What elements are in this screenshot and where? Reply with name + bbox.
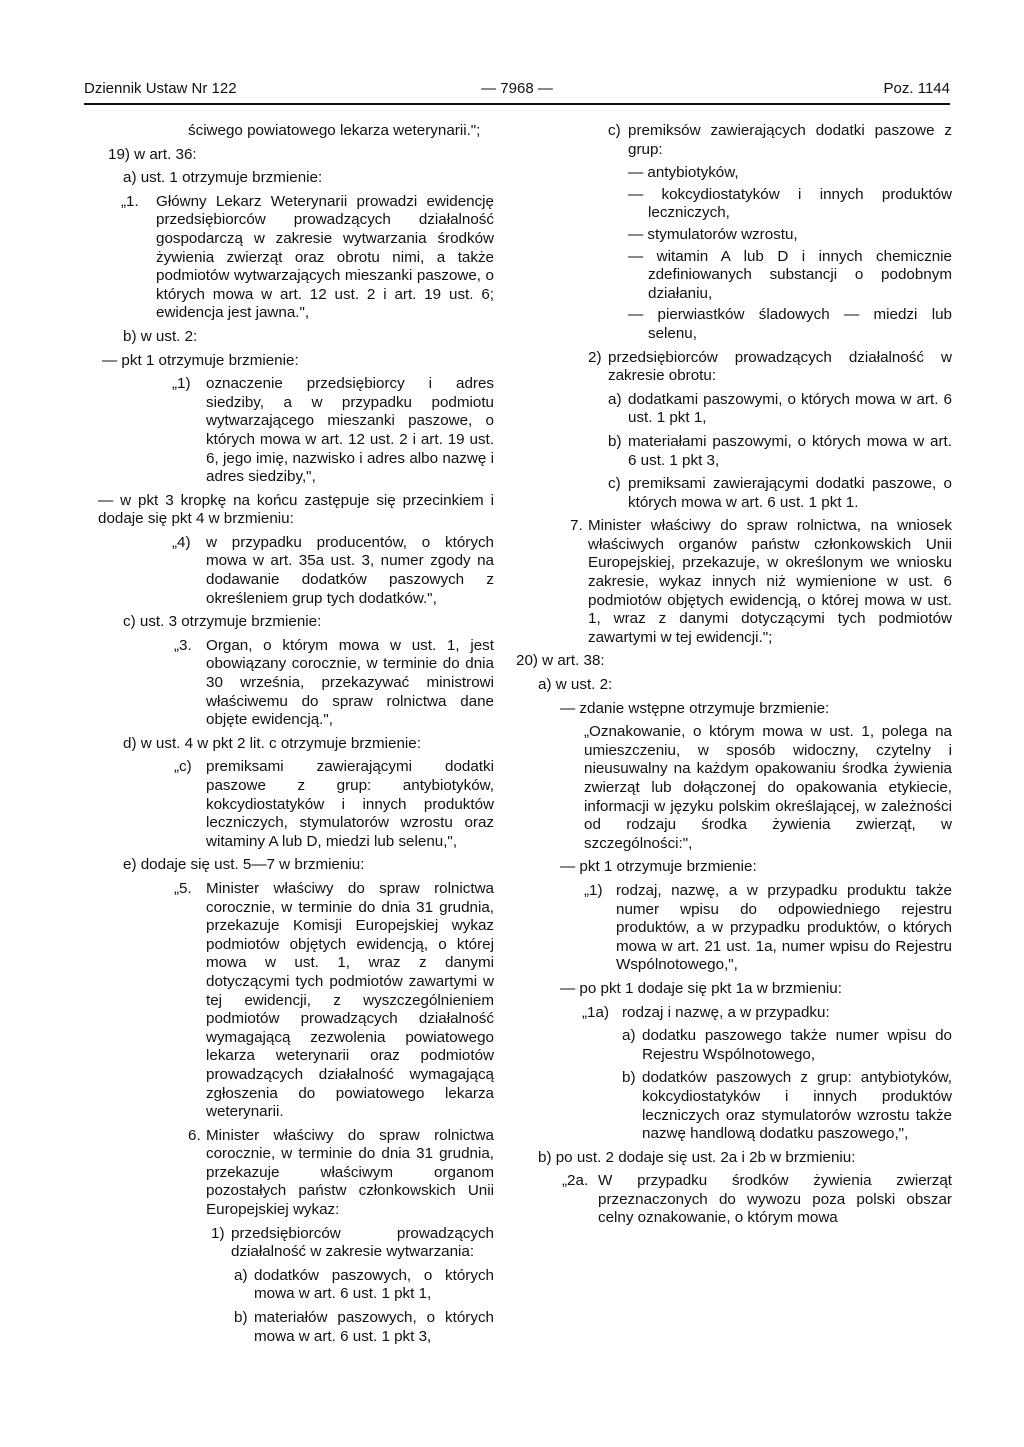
a38-pkt1-label: „1) — [584, 881, 603, 899]
ust7-label: 7. — [570, 517, 583, 535]
ust2a-body: W przypadku środków żywienia zwierząt przeznaczonych do wywozu poza polski obszar celny oznakowanie, o którym mowa — [598, 1172, 952, 1227]
dash-pierwiastki: — pierwiastków śladowych — miedzi lub selenu, — [628, 306, 952, 342]
b38-intro: b) po ust. 2 dodaje się ust. 2a i 2b w brzmieniu: — [538, 1148, 856, 1166]
ust6-pkt1a-label: a) — [234, 1266, 248, 1284]
pkt4-body: w przypadku producentów, o których mowa w art. 35a ust. 3, numer zgody na dodawanie dodatków paszowych z określeniem grup tych dodatków.", — [206, 533, 494, 607]
dash-kokcydiostatyki: — kokcydiostatyków i innych produktów leczniczych, — [628, 185, 952, 222]
page-number: — 7968 — — [481, 80, 553, 97]
ust6-pkt1a-text — [234, 1266, 494, 1304]
ust1-label: „1. — [121, 192, 139, 210]
a38-dash3: — po pkt 1 dodaje się pkt 1a w brzmieniu: — [560, 979, 842, 997]
pkt2c-text — [608, 475, 952, 512]
d-intro: d) w ust. 4 w pkt 2 lit. c otrzymuje brzmienie: — [123, 734, 421, 752]
pkt4-label: „4) — [172, 533, 191, 551]
dash-antybiotyki: — antybiotyków, — [628, 164, 739, 182]
a-intro: a) ust. 1 otrzymuje brzmienie: — [123, 169, 323, 187]
continuation-text: ściwego powiatowego lekarza weterynarii."; — [188, 122, 481, 139]
art38-heading: 20) w art. 38: — [516, 652, 605, 670]
a38-dash1: — zdanie wstępne otrzymuje brzmienie: — [560, 699, 830, 717]
pkt1a-a-label: a) — [622, 1027, 636, 1045]
pkt2a-text — [608, 390, 952, 428]
ust5-text — [174, 879, 494, 1122]
intro-sentence-text: „Oznakowanie, o którym mowa w ust. 1, polega na umieszczeniu, w sposób widoczny, czytelny i nieusuwalny na każdym opakowaniu środka żywienia zwierząt lub dołączonej do opakowania etykiecie, informacji w języku polskim określającej, w zależności od rodzaju środka żywienia zwierząt, w szczególności:", — [584, 723, 952, 852]
lit-c-text — [174, 758, 494, 851]
pkt2b-body: materiałami paszowymi, o których mowa w art. 6 ust. 1 pkt 3, — [628, 432, 952, 469]
pkt2b-text — [608, 432, 952, 470]
ust1-text — [121, 192, 494, 323]
pkt1a-body: rodzaj i nazwę, a w przypadku: — [622, 1003, 830, 1021]
pkt2c-label: c) — [608, 475, 621, 493]
ust6-pkt1b-body: materiałów paszowych, o których mowa w art. 6 ust. 1 pkt 3, — [254, 1309, 494, 1345]
premiksy-text — [608, 122, 952, 159]
pkt2a-label: a) — [608, 390, 622, 408]
pkt1-label: „1) — [172, 375, 191, 393]
ust6-pkt1b-text — [234, 1309, 494, 1346]
ust6-label: 6. — [188, 1126, 201, 1144]
ust6-pkt1-label: 1) — [211, 1224, 225, 1242]
ust6-pkt1-body: przedsiębiorców prowadzących działalność w zakresie wytwarzania: — [231, 1224, 494, 1261]
b-dash2: — w pkt 3 kropkę na końcu zastępuje się przecinkiem i dodaje się pkt 4 w brzmieniu: — [98, 491, 494, 528]
ust2a-label: „2a. — [562, 1172, 589, 1190]
ust3-text — [174, 636, 494, 730]
journal-title: Dziennik Ustaw Nr 122 — [84, 80, 237, 97]
pkt1a-b-label: b) — [622, 1069, 636, 1087]
pkt1a-b-text — [622, 1069, 952, 1143]
dash-witaminy: — witamin A lub D i innych chemicznie zdefiniowanych substancji o podobnym działaniu, — [628, 247, 952, 302]
ust5-label: „5. — [174, 879, 192, 897]
ust3-body: Organ, o którym mowa w ust. 1, jest obowiązany corocznie, w terminie do dnia 30 września, przekazywać ministrowi właściwemu do spraw rolnictwa dane objęte ewidencją.", — [206, 636, 494, 729]
pkt1a-label: „1a) — [582, 1003, 610, 1021]
ust6-pkt1a-body: dodatków paszowych, o których mowa w art. 6 ust. 1 pkt 1, — [254, 1266, 494, 1303]
premiksy-label: c) — [608, 122, 621, 139]
pkt1a-a-text — [622, 1027, 952, 1064]
a38-intro: a) w ust. 2: — [538, 676, 613, 694]
pkt1a-b-body: dodatków paszowych z grup: antybiotyków, kokcydiostatyków i innych produktów leczniczych oraz stymulatorów wzrostu także nazwę handlową dodatku paszowego,", — [642, 1069, 952, 1143]
pkt2b-label: b) — [608, 432, 622, 450]
dash-stymulatory: — stymulatorów wzrostu, — [628, 225, 798, 243]
ust6-pkt1b-label: b) — [234, 1309, 248, 1327]
e-intro: e) dodaje się ust. 5—7 w brzmieniu: — [123, 856, 365, 874]
ust7-text — [570, 517, 952, 647]
pkt2c-body: premiksami zawierającymi dodatki paszowe, o których mowa w art. 6 ust. 1 pkt 1. — [628, 475, 952, 511]
header-rule — [84, 103, 950, 105]
a38-pkt1-body: rodzaj, nazwę, a w przypadku produktu także numer wpisu do odpowiedniego rejestru produktów, a w przypadku produktów, o których mowa w art. 21 ust. 1a, numer wpisu do Rejestru Wspólnotowego,", — [616, 881, 952, 974]
pkt2-body: przedsiębiorców prowadzących działalność w zakresie obrotu: — [608, 348, 952, 385]
ust2a-text — [562, 1172, 952, 1228]
pkt1a-a-body: dodatku paszowego także numer wpisu do Rejestru Wspólnotowego, — [642, 1027, 952, 1063]
lit-c-label: „c) — [174, 758, 192, 776]
b-dash1: — pkt 1 otrzymuje brzmienie: — [102, 351, 299, 369]
ust6-text — [188, 1126, 494, 1220]
pkt1a-text — [582, 1003, 952, 1023]
pkt1-body: oznaczenie przedsiębiorcy i adres siedziby, a w przypadku podmiotu wytwarzającego mieszanki paszowe, o których mowa w art. 12 ust. 2 i art. 19 ust. 6, jego imię, nazwisko i adres albo nazwę i adres siedziby,", — [206, 375, 494, 486]
a38-pkt1-text — [584, 881, 952, 975]
left-column — [84, 122, 494, 1351]
ust6-body: Minister właściwy do spraw rolnictwa corocznie, w terminie do dnia 31 grudnia, przekazuje właściwym organom pozostałych państw członkowskich Unii Europejskiej wykaz: — [206, 1126, 494, 1219]
position-number: Poz. 1144 — [883, 80, 950, 97]
pkt2-text — [588, 348, 952, 386]
pkt2a-body: dodatkami paszowymi, o których mowa w art. 6 ust. 1 pkt 1, — [628, 390, 952, 427]
ust3-label: „3. — [174, 636, 192, 654]
ust7-body: Minister właściwy do spraw rolnictwa, na wniosek właściwych organów państw członkowskich Unii Europejskiej, przekazuje, w określonym we wniosku zakresie, wykaz innych niż wymienione w ust. 6 podmiotów objętych ewidencją, o której mowa w ust. 1, wraz z danymi dotyczącymi tych podmiotów zawartymi w tej ewidencji."; — [588, 517, 952, 646]
lit-c-body: premiksami zawierającymi dodatki paszowe z grup: antybiotyków, kokcydiostatyków i innych produktów leczniczych, stymulatorów wzrostu oraz witaminy A lub D, miedzi lub selenu,", — [206, 758, 494, 850]
ust1-body: Główny Lekarz Weterynarii prowadzi ewidencję przedsiębiorców prowadzących działalność gospodarczą w zakresie wytwarzania środków żywienia zwierząt oraz obrotu nimi, a także podmiotów wytwarzających mieszanki paszowe, o których mowa w art. 12 ust. 2 i art. 19 ust. 6; ewidencja jest jawna.", — [156, 192, 494, 322]
ust5-body: Minister właściwy do spraw rolnictwa corocznie, w terminie do dnia 31 grudnia, przekazuje Komisji Europejskiej wykaz podmiotów objętych ewidencją, o której mowa w ust. 1, wraz z danymi dotyczącymi tych podmiotów zawartymi w tej ewidencji, z wyszczególnieniem podmiotów prowadzących działalność wymagającą zezwolenia powiatowego lekarza weterynarii oraz podmiotów prowadzących działalność wymagającą zgłoszenia do powiatowego lekarza weterynarii. — [206, 879, 494, 1121]
a38-dash2: — pkt 1 otrzymuje brzmienie: — [560, 858, 757, 876]
art36-heading: 19) w art. 36: — [108, 145, 197, 163]
b-intro: b) w ust. 2: — [123, 327, 198, 345]
page-header — [84, 80, 950, 102]
pkt2-label: 2) — [588, 348, 602, 366]
pkt4-text — [172, 533, 494, 608]
pkt1-text — [172, 375, 494, 487]
right-column — [516, 122, 952, 1233]
premiksy-body: premiksów zawierających dodatki paszowe z grup: — [628, 122, 952, 158]
c-intro: c) ust. 3 otrzymuje brzmienie: — [123, 613, 322, 631]
ust6-pkt1-text — [211, 1224, 494, 1262]
